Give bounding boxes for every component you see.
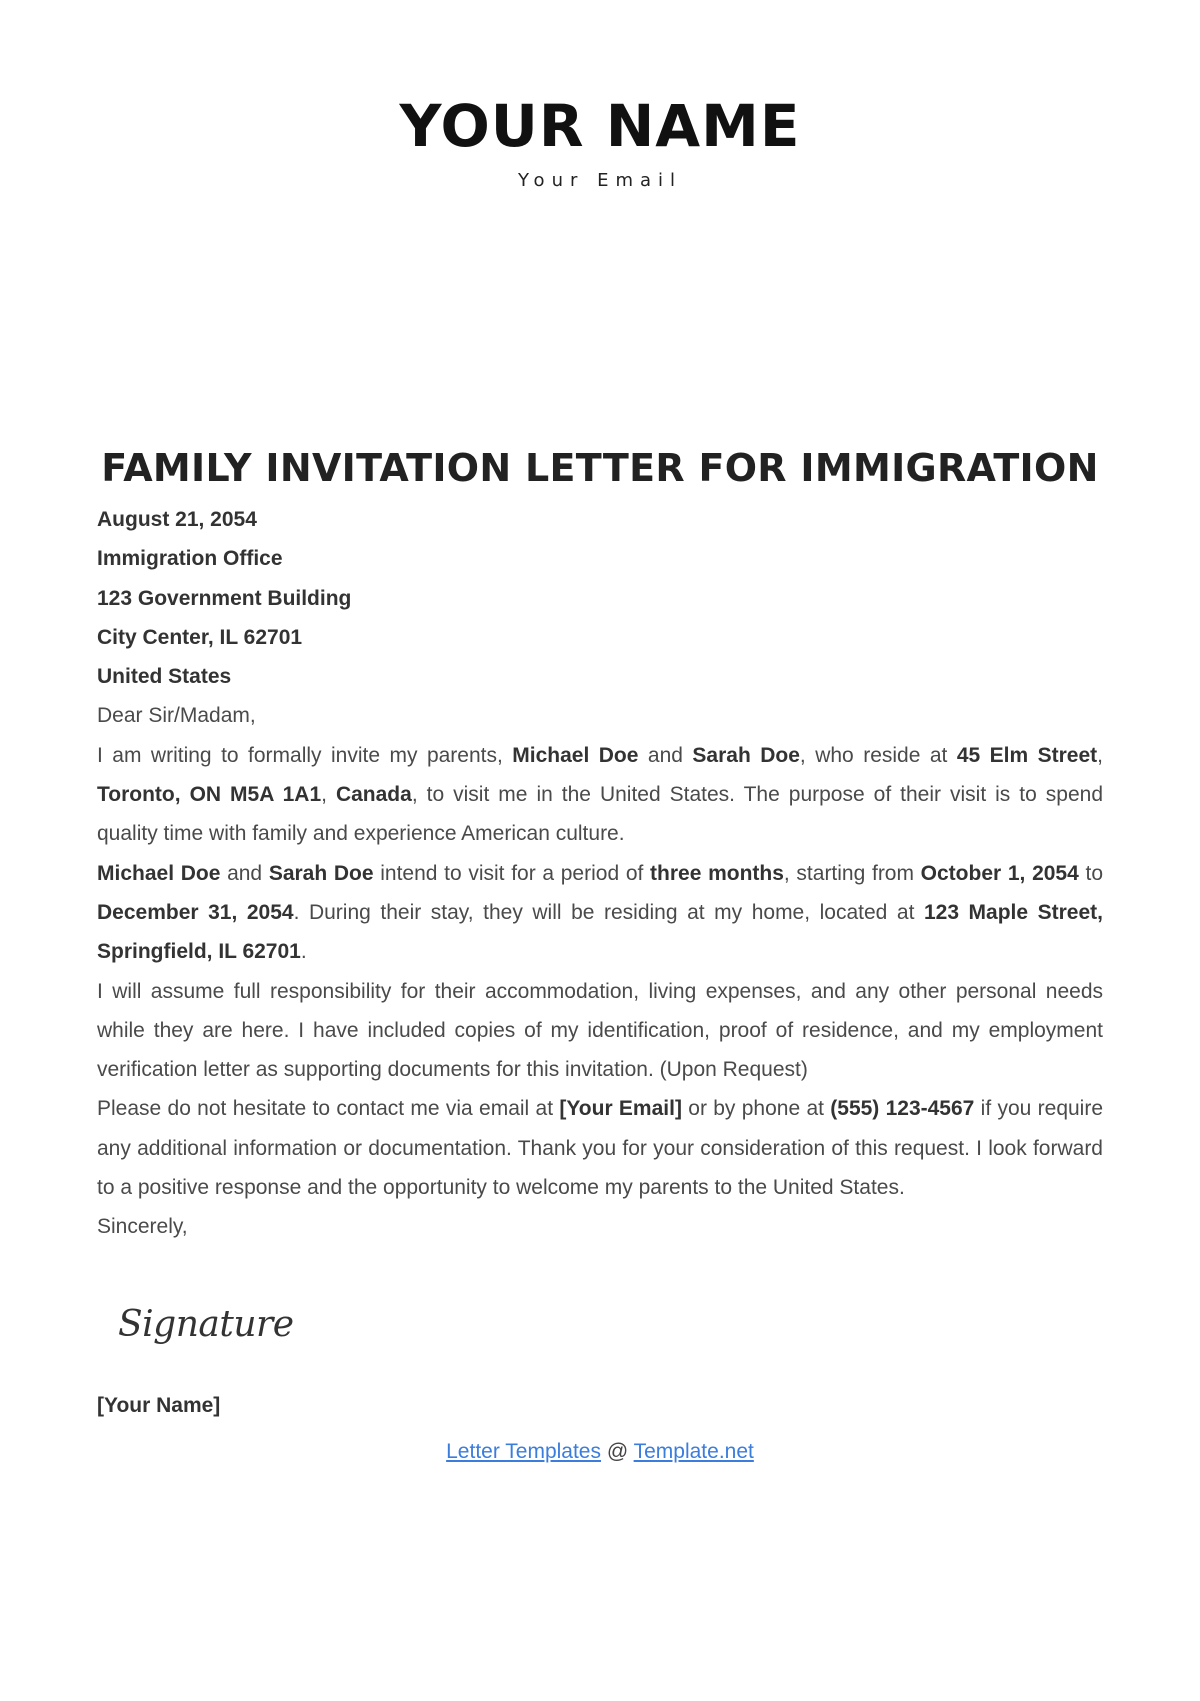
p1-street: 45 Elm Street — [956, 743, 1098, 767]
salutation: Dear Sir/Madam, — [97, 704, 256, 728]
p2-start-date: October 1, 2054 — [920, 861, 1079, 885]
recipient-line-3: City Center, IL 62701 — [97, 625, 303, 649]
letter-body — [97, 500, 1103, 1247]
p4-email: [Your Email] — [559, 1097, 682, 1121]
template-net-link[interactable]: Template.net — [633, 1440, 754, 1463]
footer-separator: @ — [601, 1440, 634, 1463]
p1-text-1: I am writing to formally invite my parents, — [97, 743, 513, 767]
p2-home-address: 123 Maple Street, Springfield, IL 62701 — [97, 900, 1103, 964]
recipient-line-1: Immigration Office — [97, 547, 283, 571]
p2-mother-name: Sarah Doe — [268, 861, 374, 885]
p2-text-2: intend to visit for a period of — [373, 861, 651, 885]
p1-mother-name: Sarah Doe — [692, 743, 800, 767]
letter-templates-link[interactable]: Letter Templates — [446, 1440, 601, 1463]
p1-text-4: , — [1097, 743, 1103, 767]
p1-text-6: , to visit me in the United States. The purpose of their visit is to spend quality time with family and experience American culture. — [97, 783, 1104, 846]
paragraph-invitation — [97, 736, 1103, 854]
p4-text-3: if you require any additional information or documentation. Thank you for your consideration of this request. I look forward to a positive response and the opportunity to welcome my parents to the United States. — [97, 1097, 1104, 1200]
p4-text-2: or by phone at — [681, 1097, 831, 1121]
p1-city: Toronto, ON M5A 1A1 — [97, 783, 322, 807]
recipient-line-4: United States — [97, 665, 232, 689]
letter-date: August 21, 2054 — [97, 508, 257, 531]
p4-text-1: Please do not hesitate to contact me via email at — [97, 1097, 560, 1121]
header-email: Your Email — [517, 170, 683, 191]
p2-duration: three months — [650, 861, 784, 885]
p2-end-date: December 31, 2054 — [97, 900, 294, 924]
p2-text-4: to — [1078, 861, 1103, 885]
p2-father-name: Michael Doe — [97, 861, 221, 885]
p1-text-3: , who reside at — [799, 743, 957, 767]
paragraph-visit-period — [97, 854, 1103, 972]
closing: Sincerely, — [97, 1215, 188, 1239]
p1-text-2: and — [638, 743, 693, 767]
p2-text-5: . During their stay, they will be residing at my home, located at — [293, 900, 924, 924]
paragraph-responsibility: I will assume full responsibility for their accommodation, living expenses, and any other personal needs while they are here. I have included copies of my identification, proof of residence, and my employment verification letter as supporting documents for this invitation. (Upon Request) — [97, 979, 1103, 1082]
p4-phone: (555) 123-4567 — [830, 1097, 975, 1121]
paragraph-contact — [97, 1089, 1103, 1207]
p1-country: Canada — [335, 783, 412, 807]
sign-name: [Your Name] — [97, 1394, 221, 1417]
footer — [0, 1440, 1200, 1464]
p2-text-3: , starting from — [783, 861, 921, 885]
p1-father-name: Michael Doe — [512, 743, 639, 767]
p2-text-6: . — [300, 940, 307, 964]
p1-text-5: , — [321, 783, 336, 807]
signature: Signature — [118, 1304, 294, 1345]
header-name: YOUR NAME — [399, 92, 801, 160]
p2-text-1: and — [220, 861, 269, 885]
recipient-line-2: 123 Government Building — [97, 586, 352, 610]
document-title: FAMILY INVITATION LETTER FOR IMMIGRATION — [101, 446, 1099, 490]
